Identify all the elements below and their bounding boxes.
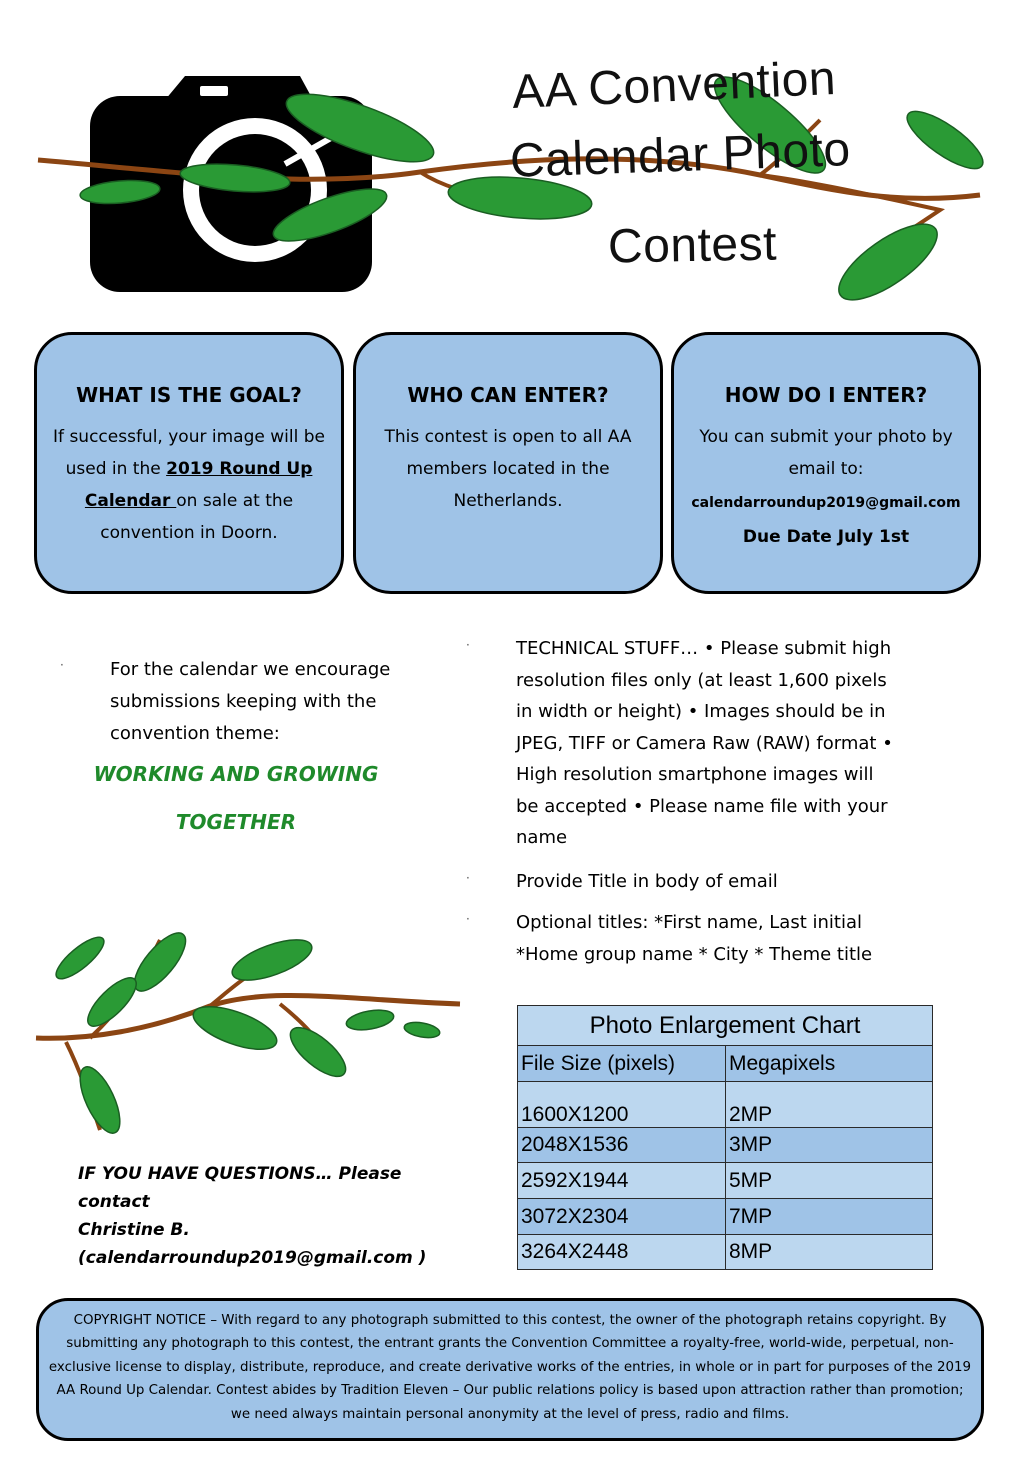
theme-line-1: WORKING AND GROWING xyxy=(93,762,379,786)
table-cell: 2MP xyxy=(726,1082,933,1128)
contact-line-1: IF YOU HAVE QUESTIONS… Please contact xyxy=(78,1164,402,1212)
table-row xyxy=(518,1082,933,1128)
table-cell: 3072X2304 xyxy=(518,1199,726,1235)
bullet-marker: · xyxy=(466,871,470,885)
title-line-3: Contest xyxy=(607,217,778,274)
encourage-text: For the calendar we encourage submissions keeping with the convention theme: xyxy=(110,659,391,744)
title-line-1: AA Convention xyxy=(510,51,838,120)
table-cell: 2592X1944 xyxy=(518,1163,726,1199)
contact-info xyxy=(78,1160,458,1272)
branch-decoration xyxy=(30,920,470,1150)
goal-text-end: on sale at the convention in Doorn. xyxy=(100,491,294,543)
table-cell: 1600X1200 xyxy=(518,1082,726,1128)
table-cell: 2048X1536 xyxy=(518,1128,726,1163)
how-text: You can submit your photo by email to: xyxy=(699,427,953,479)
table-row xyxy=(518,1128,933,1163)
bullet-marker: · xyxy=(466,912,470,926)
title-line-2: Calendar Photo xyxy=(509,123,852,188)
bullet-marker: · xyxy=(60,658,64,672)
table-header-row xyxy=(518,1046,933,1082)
table-row xyxy=(518,1163,933,1199)
calendar-link: 2019 Round Up Calendar xyxy=(84,459,313,511)
goal-title: WHAT IS THE GOAL? xyxy=(76,383,302,407)
table-row xyxy=(518,1235,933,1270)
bullet-marker: · xyxy=(466,638,470,652)
how-title: HOW DO I ENTER? xyxy=(724,383,928,407)
goal-text-start: If successful, your image will be used in the xyxy=(53,427,325,479)
table-cell: 5MP xyxy=(726,1163,933,1199)
technical-text: TECHNICAL STUFF… • Please submit high resolution files only (at least 1,600 pixels in width or height) • Images should be in JPEG, TIFF or Camera Raw (RAW) format • High resolution smartphone images will be accepted • Please name file with your name xyxy=(516,638,893,848)
entry-email[interactable]: calendarroundup2019@gmail.com xyxy=(691,495,961,511)
theme-line-2: TOGETHER xyxy=(175,810,297,834)
provide-title-text: Provide Title in body of email xyxy=(516,871,778,892)
how-box xyxy=(671,332,981,594)
column-header: File Size (pixels) xyxy=(518,1046,726,1082)
copyright-notice: COPYRIGHT NOTICE – With regard to any photograph submitted to this contest, the owner of the photograph retains copyright. By submitting any photograph to this contest, the entrant grants the Convention Committee a royalty-free, world-wide, perpetual, non-exclusive license to display, distribute, reproduce, and create derivative works of the entries, in whole or in part for purposes of the 2019 AA Round Up Calendar. Contest abides by Tradition Eleven – Our public relations policy is based upon attraction rather than promotion; we need always maintain personal anonymity at the level of press, radio and films. xyxy=(36,1298,984,1441)
table-cell: 3MP xyxy=(726,1128,933,1163)
table-cell: 3264X2448 xyxy=(518,1235,726,1270)
table-row xyxy=(518,1199,933,1235)
optional-titles-text: Optional titles: *First name, Last initial *Home group name * City * Theme title xyxy=(516,912,873,965)
who-box xyxy=(353,332,663,594)
photo-enlargement-table xyxy=(517,1005,933,1270)
table-cell: 7MP xyxy=(726,1199,933,1235)
contact-name: Christine B. xyxy=(78,1220,190,1240)
who-text: This contest is open to all AA members located in the Netherlands. xyxy=(384,427,632,511)
who-title: WHO CAN ENTER? xyxy=(407,383,609,407)
contact-email[interactable]: (calendarroundup2019@gmail.com ) xyxy=(78,1248,427,1268)
column-header: Megapixels xyxy=(726,1046,933,1082)
goal-text xyxy=(51,421,327,549)
due-date: Due Date July 1st xyxy=(742,527,910,547)
goal-box xyxy=(34,332,344,594)
table-title: Photo Enlargement Chart xyxy=(518,1006,933,1046)
table-cell: 8MP xyxy=(726,1235,933,1270)
